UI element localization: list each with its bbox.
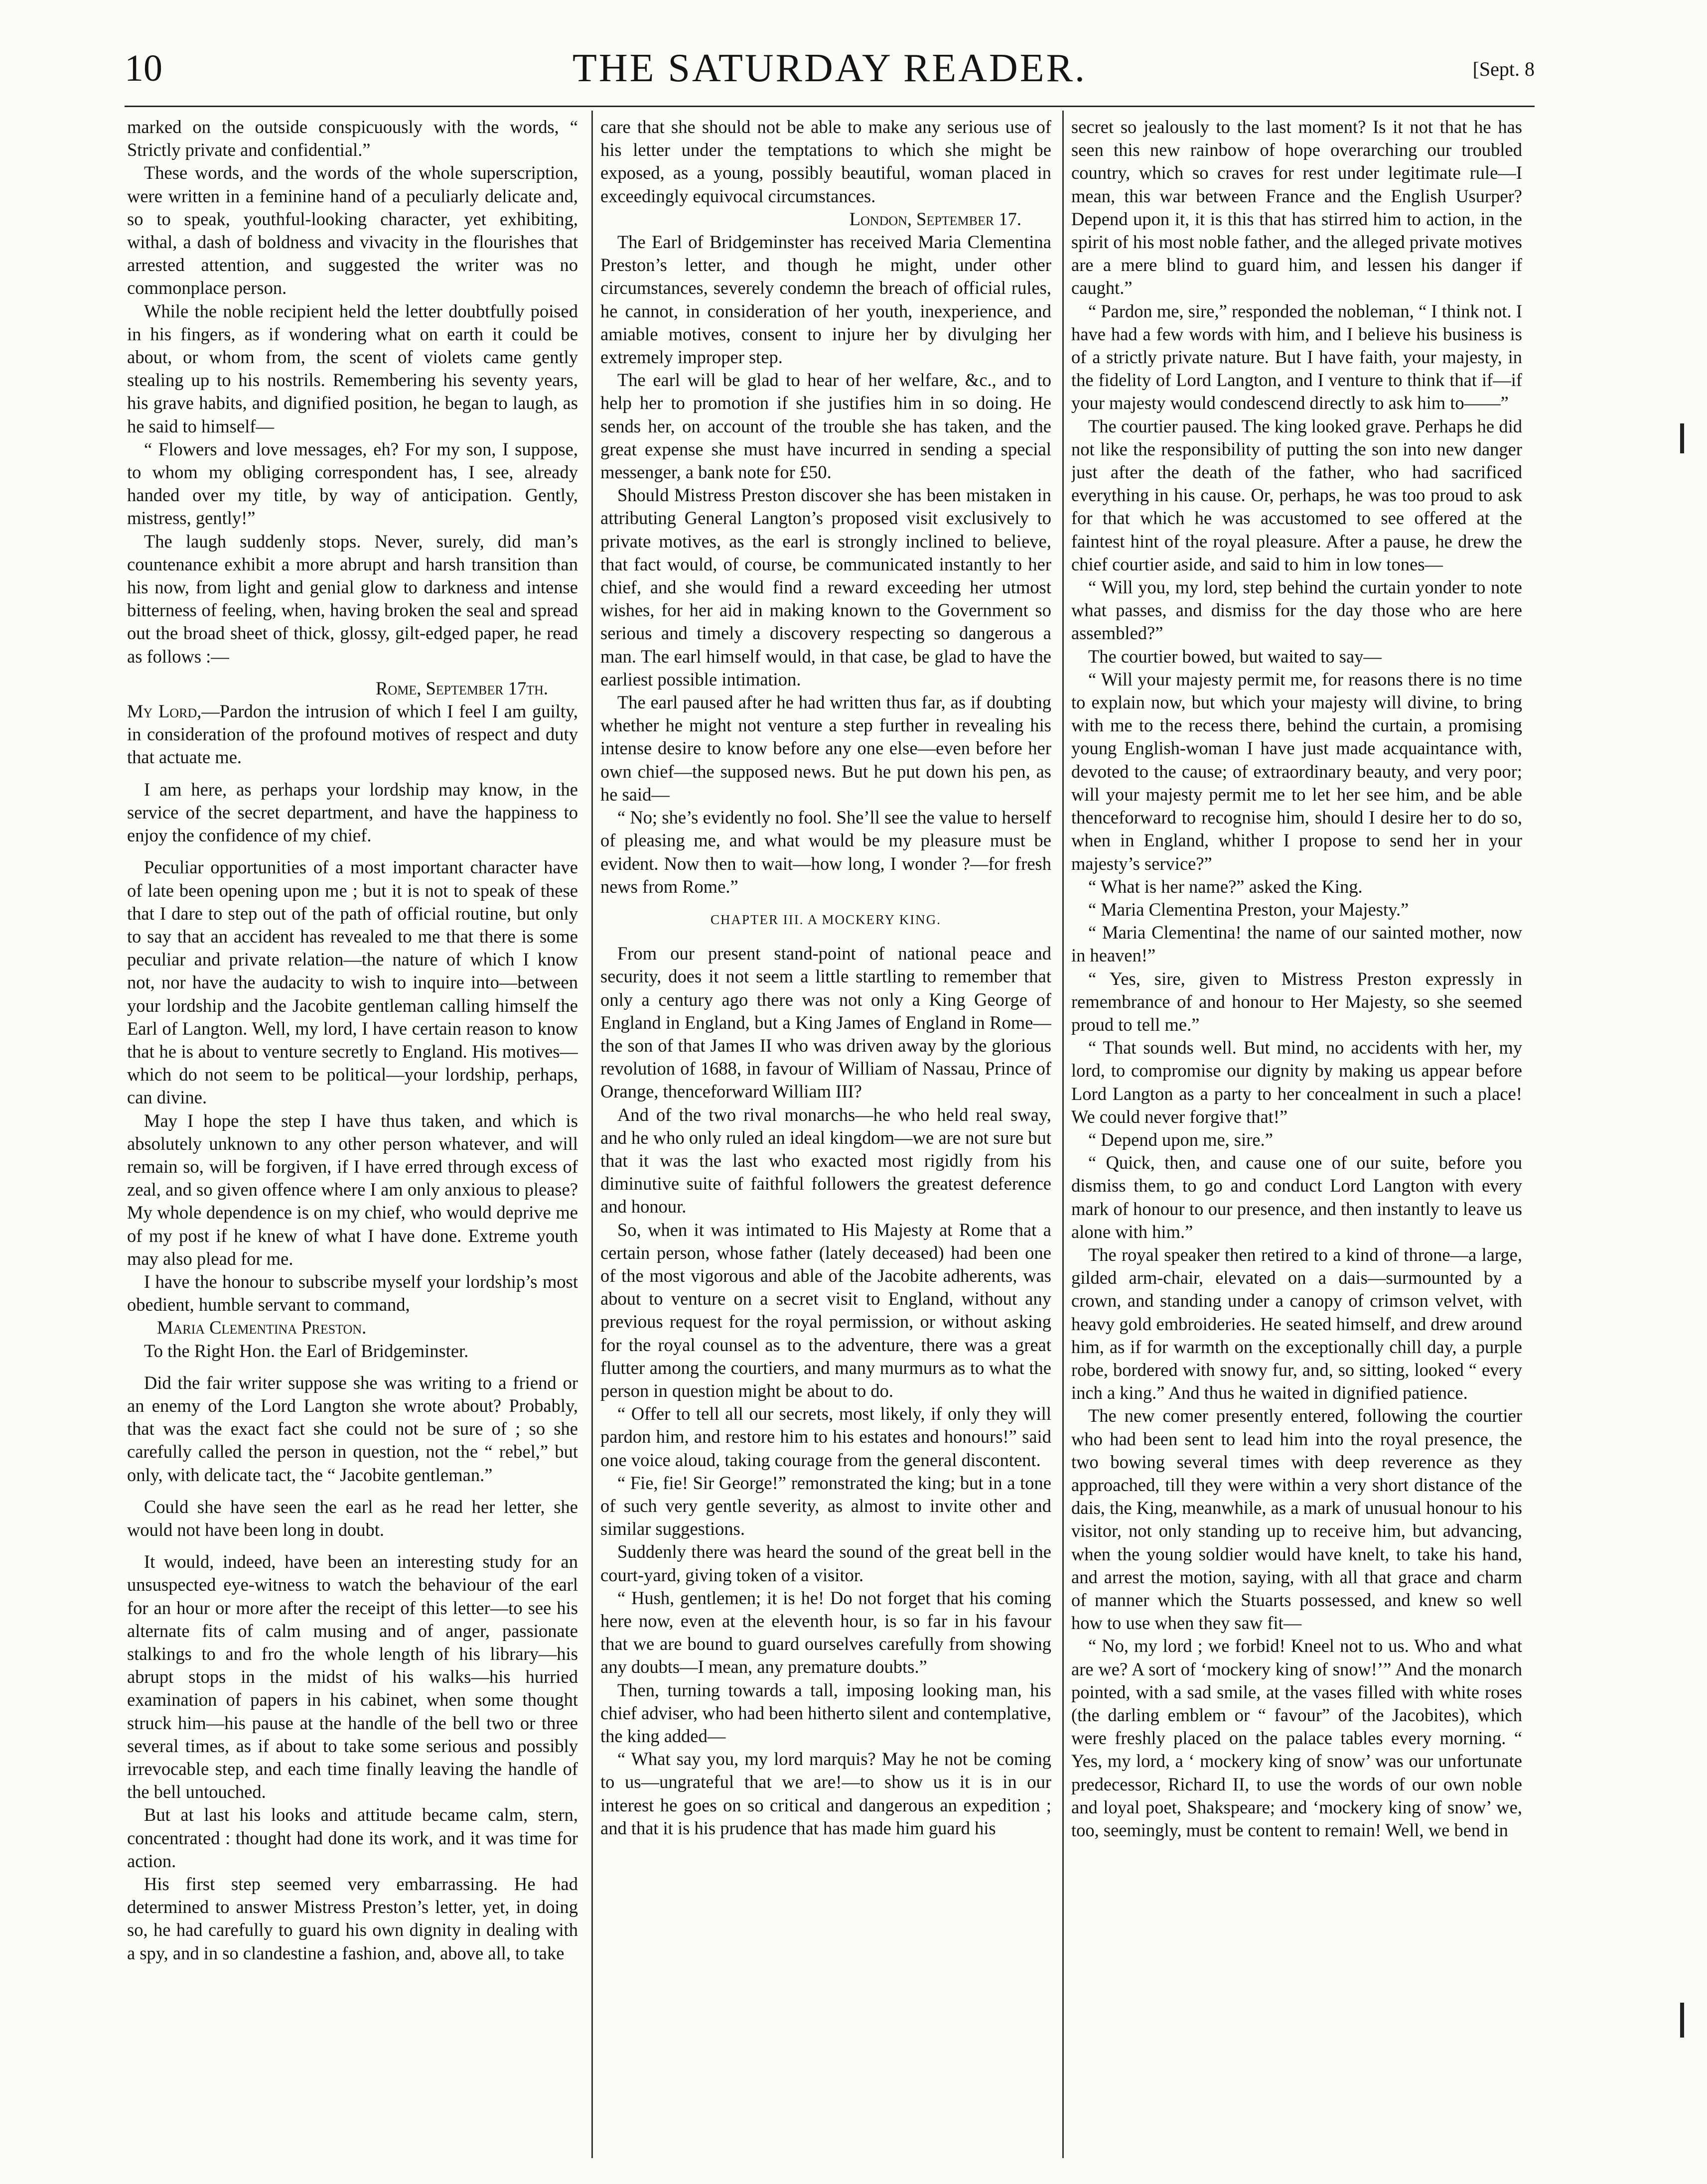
issue-date: [Sept. 8: [1472, 58, 1535, 80]
paragraph: While the noble recipient held the letter doubtfully poised in his fingers, as if wondering what on earth it could be about, or whom from, the scent of violets came gently stealing up to his nostrils. Remembering his seventy years, his grave habits, and dignified position, he began to laugh, as he said to himself—: [127, 300, 578, 436]
paragraph: “ Hush, gentlemen; it is he! Do not forget that his coming here now, even at the eleventh hour, is so far in his favour that we are bound to guard ourselves carefully from showing any doubts—I mean, any premature doubts.”: [600, 1587, 1051, 1677]
paragraph: secret so jealously to the last moment? Is it not that he has seen this new rainbow of hope overarching our troubled country, which so craves for rest under legitimate rule—I mean, this war between France and the English Usurper? Depend upon it, it is this that has stirred him to action, in the spirit of his most noble father, and the alleged private motives are a mere blind to guard him, and lessen his danger if caught.”: [1071, 117, 1522, 298]
paragraph: “ Pardon me, sire,” responded the nobleman, “ I think not. I have had a few words with him, and I believe his business is of a strictly private nature. But I have faith, your majesty, in the fidelity of Lord Langton, and I venture to think that if—if your majesty would condescend directly to ask him to——”: [1071, 300, 1522, 413]
paragraph: marked on the outside conspicuously with the words, “ Strictly private and confidential.”: [127, 117, 578, 160]
paragraph: The courtier paused. The king looked grave. Perhaps he did not like the responsibility of putting the son into new danger just after the death of the father, who had sacrificed everything in his cause. Or, perhaps, he was too proud to ask for that which he was accustomed to see offered at the faintest hint of the royal pleasure. After a pause, he drew the chief courtier aside, and said to him in low tones—: [1071, 415, 1522, 574]
column-divider-1: [591, 111, 593, 2158]
paragraph: care that she should not be able to make any serious use of his letter under the temptations to which she might be exposed, as a young, possibly beautiful, woman placed in exceedingly equivocal circumstances.: [600, 117, 1051, 206]
paragraph: The earl will be glad to hear of her welfare, &c., and to help her to promotion if she justifies him in so doing. He sends her, on account of the trouble she has taken, and the great expense she must have incurred in sending a special messenger, a bank note for £50.: [600, 370, 1051, 483]
paragraph: “ Maria Clementina! the name of our sainted mother, now in heaven!”: [1071, 922, 1522, 966]
paragraph: Then, turning towards a tall, imposing looking man, his chief adviser, who had been hitherto silent and contemplative, the king added—: [600, 1679, 1051, 1747]
page-number: 10: [125, 47, 162, 89]
column-divider-2: [1062, 111, 1064, 2158]
letter-opening: [127, 700, 578, 769]
paragraph: “ Fie, fie! Sir George!” remonstrated the king; but in a tone of such very gentle severity, as almost to invite other and similar suggestions.: [600, 1472, 1051, 1539]
paragraph: “ Offer to tell all our secrets, most likely, if only they will pardon him, and restore him to his estates and honours!” said one voice aloud, taking courage from the general discontent.: [600, 1403, 1051, 1470]
paragraph: May I hope the step I have thus taken, and which is absolutely unknown to any other person whatever, and will remain so, will be forgiven, if I have erred through excess of zeal, and so given offence where I am only anxious to please? My whole dependence is on my chief, who would deprive me of my post if he knew of what I have done. Extreme youth may also plead for me.: [127, 1110, 578, 1269]
page-edge-mark: [1680, 423, 1684, 453]
paragraph: The new comer presently entered, following the courtier who had been sent to lead him into the royal presence, the two bowing several times with deep reverence as they approached, till they were within a very short distance of the dais, the King, meanwhile, as a mark of unusual honour to his visitor, not only standing up to receive him, but advancing, when the young soldier would have knelt, to take his hand, and arrest the motion, saying, with all that grace and charm of manner which the Stuarts possessed, and knew so well how to use when they saw fit—: [1071, 1405, 1522, 1634]
text-column-3: [1071, 116, 1522, 2163]
paragraph: And of the two rival monarchs—he who held real sway, and he who only ruled an ideal kingdom—we are not sure but that it was the last who exacted most rigidly from his diminutive suite of faithful followers the greatest deference and honour.: [600, 1104, 1051, 1217]
paragraph: “ Depend upon me, sire.”: [1088, 1129, 1273, 1150]
paragraph: “ No, my lord ; we forbid! Kneel not to us. Who and what are we? A sort of ‘mockery king of snow!’” And the monarch pointed, with a sad smile, at the vases filled with white roses (the darling emblem or “ favour” of the Jacobites), which were freshly placed on the palace tables every morning. “ Yes, my lord, a ‘ mockery king of snow’ was our unfortunate predecessor, Richard II, to use the words of our own noble and loyal poet, Shakspeare; and ‘mockery king of snow’ we, too, seemingly, must be content to remain! Well, we bend in: [1071, 1636, 1522, 1841]
letter-dateline: London, September 17.: [849, 208, 1021, 229]
paragraph: “ Flowers and love messages, eh? For my son, I suppose, to whom my obliging correspondent has, I see, already handed over my title, by way of anticipation. Gently, mistress, gently!”: [127, 438, 578, 529]
paragraph: But at last his looks and attitude became calm, stern, concentrated : thought had done its work, and it was time for action.: [127, 1804, 578, 1871]
page-edge-mark: [1680, 2003, 1684, 2038]
paragraph: “ Will you, my lord, step behind the curtain yonder to note what passes, and dismiss for the day those who are here assembled?”: [1071, 577, 1522, 644]
paragraph: Should Mistress Preston discover she has been mistaken in attributing General Langton’s proposed visit exclusively to private motives, as the earl is strongly inclined to believe, that fact would, of course, be communicated instantly to her chief, and she would find a reward exceeding her utmost wishes, for her aid in making known to the Government so serious and timely a discovery respecting so dangerous a man. The earl himself would, in that case, be glad to have the earliest possible intimation.: [600, 485, 1051, 689]
paragraph: “ Will your majesty permit me, for reasons there is no time to explain now, but which your majesty will divine, to bring with me to the recess there, behind the curtain, a promising young English-woman I have just made acquaintance with, devoted to the cause; of extraordinary beauty, and very poor; will your majesty permit me to let her see him, and be able thenceforward to recognise him, should I desire her to do so, when in England, whither I propose to send her in your majesty’s service?”: [1071, 669, 1522, 874]
paragraph: The courtier bowed, but waited to say—: [1088, 646, 1382, 667]
paragraph: “ What say you, my lord marquis? May he not be coming to us—ungrateful that we are!—to show us it is in our interest he goes on so critical and dangerous an expedition ; and that it is his prudence that has made him guard his: [600, 1749, 1051, 1838]
paragraph: “ Maria Clementina Preston, your Majesty.”: [1088, 899, 1409, 920]
paragraph: The laugh suddenly stops. Never, surely, did man’s countenance exhibit a more abrupt and harsh transition than his now, from light and genial glow to darkness and intense bitterness of feeling, when, having broken the seal and spread out the broad sheet of thick, glossy, gilt-edged paper, he read as follows :—: [127, 531, 578, 667]
paragraph: “ Quick, then, and cause one of our suite, before you dismiss them, to go and conduct Lord Langton with every mark of honour to our presence, and then instantly to leave us alone with him.”: [1071, 1152, 1522, 1242]
paragraph: Could she have seen the earl as he read her letter, she would not have been long in doubt.: [127, 1496, 578, 1540]
letter-addressee: To the Right Hon. the Earl of Bridgeminster.: [144, 1340, 469, 1361]
paragraph: I am here, as perhaps your lordship may know, in the service of the secret department, and have the happiness to enjoy the confidence of my chief.: [127, 779, 578, 846]
paragraph: The earl paused after he had written thus far, as if doubting whether he might not venture a step further in revealing his intense desire to know before any one else—even before her own chief—the supposed news. But he put down his pen, as he said—: [600, 692, 1051, 805]
paragraph: Peculiar opportunities of a most important character have of late been opening upon me ; but it is not to speak of these that I dare to step out of the path of official routine, but only to say that an accident has revealed to me that there is some peculiar and private relation—the nature of which I know not, nor have the audacity to wish to inquire into—between your lordship and the Jacobite gentleman calling himself the Earl of Langton. Well, my lord, I have certain reason to know that he is about to venture secretly to England. His motives—which do not seem to be political—your lordship, perhaps, can divine.: [127, 857, 578, 1108]
paragraph: The Earl of Bridgeminster has received Maria Clementina Preston’s letter, and though he might, under other circumstances, severely condemn the breach of official rules, he cannot, in consideration of her youth, inexperience, and amiable motives, consent to injure her by divulging her extremely improper step.: [600, 232, 1051, 368]
text-column-2: [600, 116, 1051, 2163]
paragraph: Did the fair writer suppose she was writing to a friend or an enemy of the Lord Langton she wrote about? Probably, that was the exact fact she could not be sure of ; so she carefully called the person in question, not the “ rebel,” but only, with delicate tact, the “ Jacobite gentleman.”: [127, 1372, 578, 1485]
letter-text: —Pardon the intrusion of which I feel I am guilty, in consideration of the profound motives of respect and duty that actuate me.: [127, 701, 578, 768]
letter-dateline: Rome, September 17th.: [376, 678, 548, 698]
running-title: THE SATURDAY READER.: [572, 46, 1087, 90]
paragraph: The royal speaker then retired to a kind of throne—a large, gilded arm-chair, elevated on a dais—surmounted by a crown, and standing under a canopy of crimson velvet, with heavy gold embroideries. He seated himself, and drew around him, as if for warmth on the exceptionally chill day, a purple robe, bordered with snowy fur, and, so sitting, looked “ every inch a king.” And thus he waited in dignified patience.: [1071, 1244, 1522, 1403]
paragraph: His first step seemed very embarrassing. He had determined to answer Mistress Preston’s letter, yet, in doing so, he had carefully to guard his own dignity in dealing with a spy, and in so clandestine a fashion, and, above all, to take: [127, 1874, 578, 1963]
paragraph: These words, and the words of the whole superscription, were written in a feminine hand of a peculiarly delicate and, so to speak, youthful-looking character, yet exhibiting, withal, a dash of boldness and vivacity in the flourishes that arrested attention, and suggested the writer was no commonplace person.: [127, 162, 578, 298]
header-rule: [125, 106, 1535, 107]
text-column-1: [127, 116, 578, 2163]
paragraph: Suddenly there was heard the sound of the great bell in the court-yard, giving token of a visitor.: [600, 1541, 1051, 1585]
paragraph: “ That sounds well. But mind, no accidents with her, my lord, to compromise our dignity by making us appear before Lord Langton as a party to her concealment in such a place! We could never forgive that!”: [1071, 1037, 1522, 1127]
paragraph: “ No; she’s evidently no fool. She’ll see the value to herself of pleasing me, and what would be my pleasure must be evident. Now then to wait—how long, I wonder ?—for fresh news from Rome.”: [600, 807, 1051, 897]
paragraph: I have the honour to subscribe myself your lordship’s most obedient, humble servant to command,: [127, 1271, 578, 1315]
paragraph: “ Yes, sire, given to Mistress Preston expressly in remembrance of and honour to Her Majesty, so she seemed proud to tell me.”: [1071, 968, 1522, 1035]
chapter-heading: CHAPTER III. A MOCKERY KING.: [710, 912, 942, 927]
letter-salutation: My Lord,: [127, 701, 202, 722]
paragraph: It would, indeed, have been an interesting study for an unsuspected eye-witness to watch the behaviour of the earl for an hour or more after the receipt of this letter—to see his alternate fits of calm musing and of anger, passionate stalkings to and fro the whole length of his library—his abrupt stops in the midst of his walks—his hurried examination of papers in his cabinet, when some thought struck him—his pause at the handle of the bell two or three several times, as if about to take some serious and possibly irrevocable step, and each time finally leaving the handle of the bell untouched.: [127, 1551, 578, 1802]
paragraph: From our present stand-point of national peace and security, does it not seem a little startling to remember that only a century ago there was not only a King George of England in England, but a King James of England in Rome—the son of that James II who was driven away by the glorious revolution of 1688, in favour of William of Nassau, Prince of Orange, thenceforward William III?: [600, 943, 1051, 1102]
paragraph: So, when it was intimated to His Majesty at Rome that a certain person, whose father (lately deceased) had been one of the most vigorous and able of the Jacobite adherents, was about to venture on a secret visit to England, without any previous request for the royal permission, or without asking for the royal counsel as to the adventure, there was a great flutter among the courtiers, and many murmurs as to what the person in question might be about to do.: [600, 1219, 1051, 1401]
letter-signature: Maria Clementina Preston.: [157, 1317, 367, 1338]
paragraph: “ What is her name?” asked the King.: [1088, 876, 1363, 897]
page-header: [125, 46, 1535, 91]
